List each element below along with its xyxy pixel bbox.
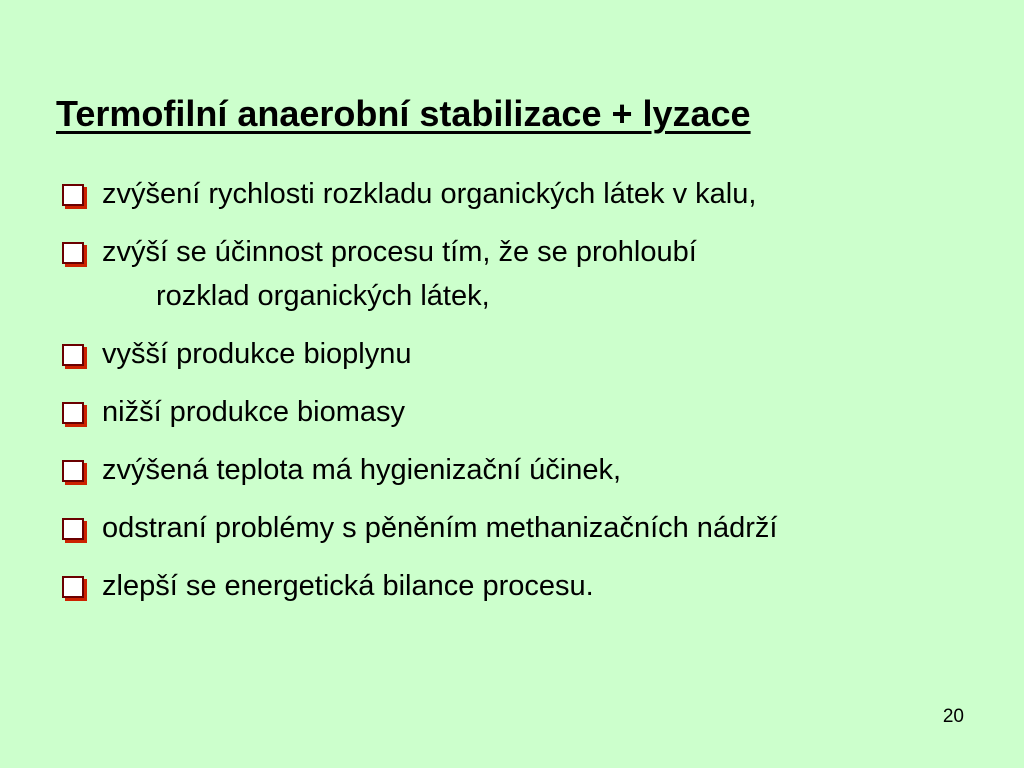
hollow-square-bullet-icon (62, 460, 84, 482)
bullet-text: zvýšená teplota má hygienizační účinek, (102, 454, 622, 486)
bullet-text: zlepší se energetická bilance procesu. (102, 570, 594, 602)
bullet-item (56, 564, 777, 608)
bullet-text: zvýšení rychlosti rozkladu organických látek v kalu, (102, 178, 757, 210)
hollow-square-bullet-icon (62, 576, 84, 598)
bullet-list (56, 172, 777, 608)
bullet-text: zvýší se účinnost procesu tím, že se prohloubí (102, 236, 697, 268)
bullet-item (56, 506, 777, 550)
hollow-square-bullet-icon (62, 344, 84, 366)
slide-title: Termofilní anaerobní stabilizace + lyzace (56, 93, 751, 134)
hollow-square-bullet-icon (62, 518, 84, 540)
bullet-text: odstraní problémy s pěněním methanizačních nádrží (102, 512, 778, 544)
bullet-item (56, 230, 777, 318)
hollow-square-bullet-icon (62, 402, 84, 424)
hollow-square-bullet-icon (62, 184, 84, 206)
hollow-square-bullet-icon (62, 242, 84, 264)
bullet-item (56, 390, 777, 434)
bullet-item (56, 172, 777, 216)
bullet-text-continuation: rozklad organických látek, (156, 280, 490, 312)
bullet-text: vyšší produkce bioplynu (102, 338, 412, 370)
bullet-item (56, 448, 777, 492)
page-number: 20 (942, 706, 964, 727)
bullet-item (56, 332, 777, 376)
bullet-text: nižší produkce biomasy (102, 396, 406, 428)
